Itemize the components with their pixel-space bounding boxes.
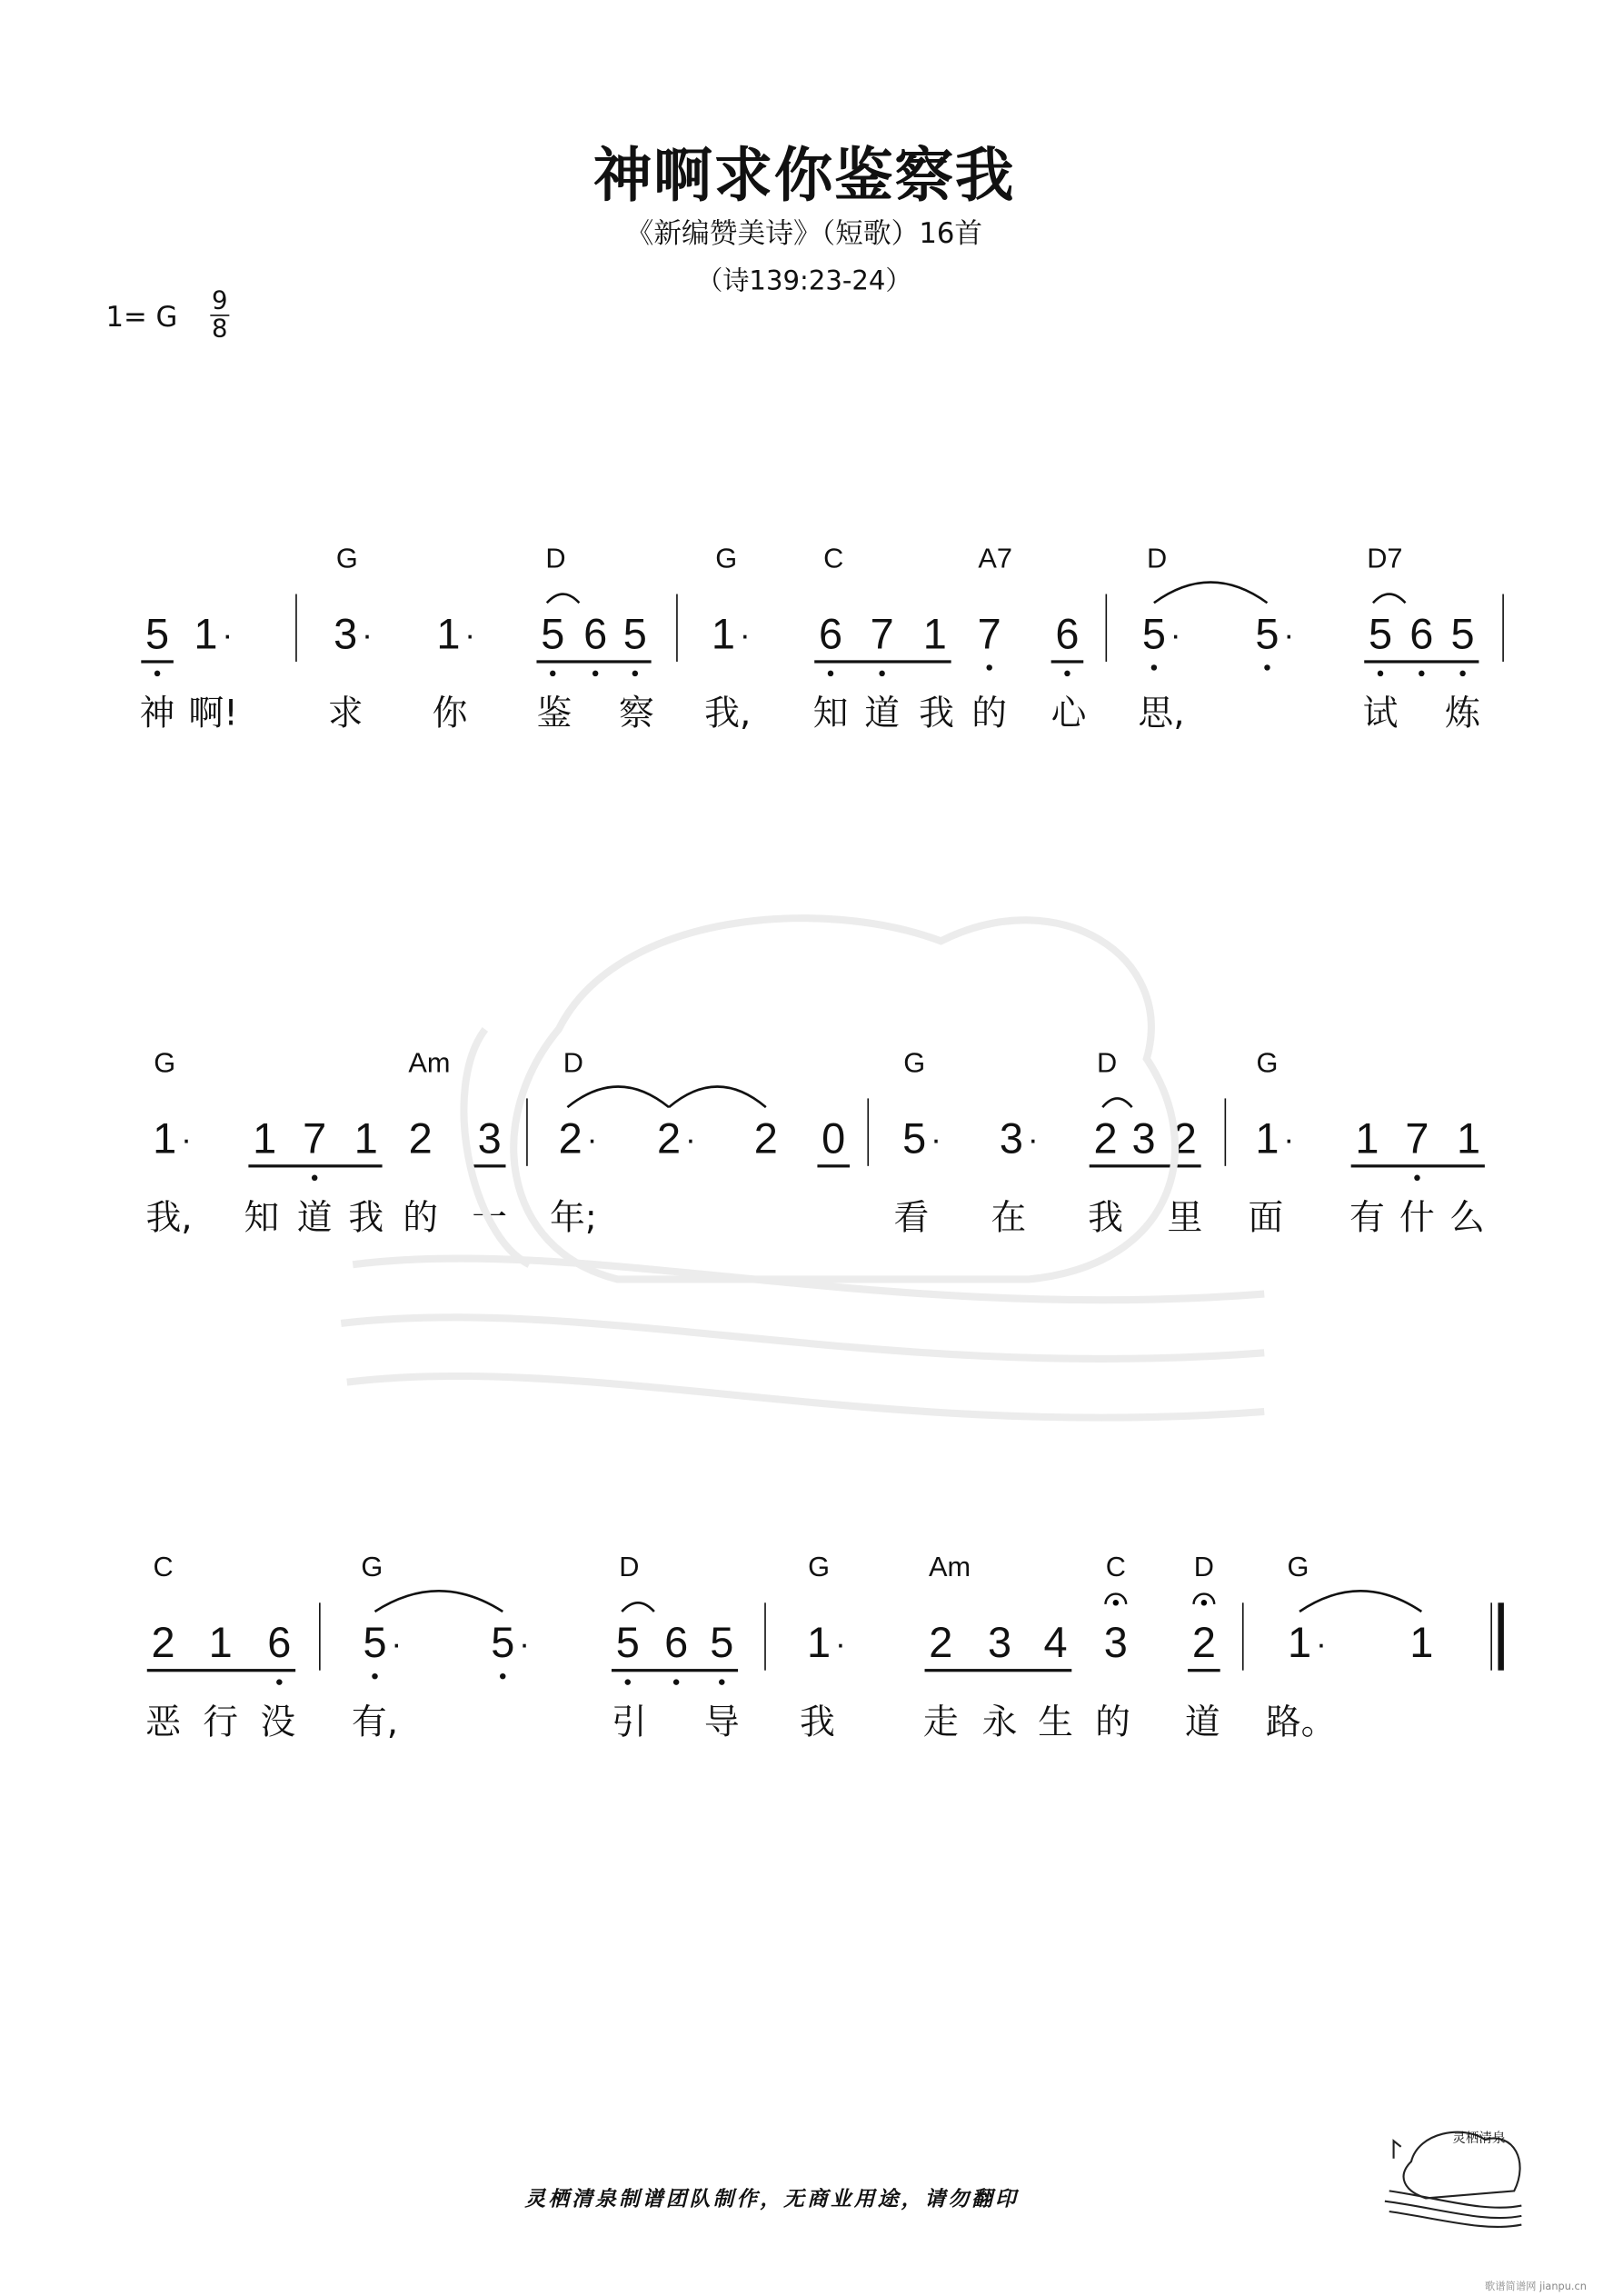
note-digit: 3	[477, 1115, 502, 1163]
chord-symbol: G	[335, 544, 358, 575]
chord-symbol: G	[361, 1552, 383, 1584]
chord-symbol: D	[1147, 544, 1168, 575]
lyric-syllable: 知	[812, 692, 849, 734]
key-signature: 1= G	[105, 301, 178, 334]
note-digit: 1	[1409, 1620, 1434, 1668]
note-digit: 7	[977, 611, 1001, 659]
note-digit: 0	[821, 1115, 846, 1163]
lyric-syllable: 我	[348, 1196, 384, 1239]
note-digit: 2	[558, 1115, 582, 1163]
note-digit: 1	[922, 611, 947, 659]
note-digit: 2	[1093, 1115, 1118, 1163]
augmentation-dot: ·	[739, 615, 751, 654]
note-digit: 1	[153, 1115, 177, 1163]
augmentation-dot: ·	[1283, 615, 1295, 654]
note-digit: 2	[929, 1620, 953, 1668]
note-digit: 5	[622, 611, 647, 659]
chord-symbol: D	[545, 544, 566, 575]
note-digit: 5	[710, 1620, 734, 1668]
lyric-syllable: 心	[1050, 692, 1087, 734]
lyric-syllable: 我,	[704, 692, 752, 734]
lyric-syllable: 道	[864, 692, 901, 734]
chord-symbol: D	[619, 1552, 640, 1584]
lyric-syllable: 道	[1184, 1701, 1220, 1742]
lyric-syllable: 么	[1449, 1196, 1485, 1239]
lyric-syllable: 道	[296, 1196, 333, 1239]
note-digit: 3	[1103, 1620, 1128, 1668]
augmentation-dot: ·	[464, 615, 476, 654]
note-digit: 5	[1368, 611, 1393, 659]
note-digit: 6	[267, 1620, 292, 1668]
lyric-syllable: 没	[260, 1701, 296, 1742]
note-digit: 3	[987, 1620, 1012, 1668]
chord-symbol: G	[715, 544, 738, 575]
lyric-syllable: 永	[981, 1701, 1018, 1742]
chord-symbol: Am	[928, 1552, 971, 1584]
chord-symbol: C	[1105, 1552, 1126, 1584]
lyric-syllable: 的	[971, 692, 1008, 734]
note-digit: 3	[1131, 1115, 1156, 1163]
augmentation-dot: ·	[519, 1624, 531, 1662]
lyric-syllable: 我	[800, 1701, 835, 1742]
note-digit: 2	[656, 1115, 682, 1163]
lyric-syllable: 有	[1349, 1196, 1385, 1239]
augmentation-dot: ·	[1283, 1120, 1295, 1158]
note-digit: 1	[253, 1115, 277, 1163]
lyric-syllable: 有,	[351, 1701, 399, 1742]
lyric-syllable: 啊!	[188, 692, 238, 734]
lyric-syllable: 你	[432, 692, 468, 734]
note-digit: 6	[664, 1620, 689, 1668]
note-digit: 5	[1450, 611, 1475, 659]
lyric-syllable: 走	[922, 1701, 959, 1742]
augmentation-dot: ·	[391, 1624, 403, 1662]
chord-symbol: G	[1287, 1552, 1309, 1584]
note-digit: 6	[583, 611, 608, 659]
lyric-syllable: 神	[139, 692, 175, 734]
note-digit: 5	[615, 1620, 640, 1668]
lyric-syllable: 在	[991, 1196, 1027, 1239]
chord-symbol: D	[1193, 1552, 1215, 1584]
lyric-syllable: 知	[244, 1196, 280, 1239]
note-digit: 2	[1191, 1620, 1216, 1668]
chord-symbol: C	[823, 544, 844, 575]
note-digit: 1	[1355, 1115, 1379, 1163]
note-digit: 5	[1255, 611, 1279, 659]
lyric-syllable: 路。	[1265, 1701, 1337, 1742]
augmentation-dot: ·	[684, 1120, 696, 1158]
note-digit: 1	[1287, 1620, 1312, 1668]
chord-symbol: G	[903, 1048, 926, 1080]
note-digit: 3	[999, 1115, 1024, 1163]
note-digit: 6	[818, 611, 843, 659]
lyric-syllable: 恶	[145, 1701, 181, 1742]
note-digit: 7	[303, 1115, 327, 1163]
note-digit: 4	[1043, 1620, 1068, 1668]
note-digit: 7	[1405, 1115, 1429, 1163]
chord-symbol: G	[808, 1552, 831, 1584]
lyric-syllable: 察	[619, 692, 654, 734]
note-digit: 5	[902, 1115, 927, 1163]
song-title: 神啊求你鉴察我	[592, 142, 1016, 211]
chord-symbol: G	[154, 1048, 176, 1080]
augmentation-dot: ·	[931, 1120, 941, 1158]
note-digit: 1	[194, 611, 218, 659]
lyric-syllable: 我	[1088, 1196, 1123, 1239]
logo-text: 灵栖清泉	[1452, 2131, 1506, 2147]
lyric-syllable: 面	[1248, 1196, 1284, 1239]
augmentation-dot: ·	[586, 1120, 598, 1158]
augmentation-dot: ·	[362, 615, 373, 654]
chord-symbol: Am	[408, 1048, 451, 1080]
note-digit: 3	[334, 611, 358, 659]
lyric-syllable: 思,	[1138, 692, 1185, 734]
lyric-syllable: 鉴	[536, 692, 573, 734]
lyric-syllable: 看	[893, 1196, 930, 1239]
augmentation-dot: ·	[181, 1120, 192, 1158]
lyric-syllable: 的	[403, 1196, 439, 1239]
chord-symbol: D7	[1367, 544, 1403, 575]
footer-credit: 灵栖清泉制谱团队制作，无商业用途，请勿翻印	[524, 2188, 1020, 2212]
chord-symbol: C	[153, 1552, 174, 1584]
lyric-syllable: 什	[1399, 1196, 1435, 1239]
note-digit: 6	[1055, 611, 1080, 659]
note-digit: 2	[408, 1115, 433, 1163]
note-digit: 1	[1255, 1115, 1279, 1163]
note-digit: 1	[807, 1620, 831, 1668]
site-watermark: 歌谱简谱网 jianpu.cn	[1484, 2281, 1587, 2292]
note-digit: 5	[145, 611, 170, 659]
note-digit: 6	[1409, 611, 1434, 659]
chord-symbol: D	[1097, 1048, 1118, 1080]
augmentation-dot: ·	[1315, 1624, 1327, 1662]
note-digit: 1	[1457, 1115, 1481, 1163]
augmentation-dot: ·	[1027, 1120, 1039, 1158]
note-digit: 2	[753, 1115, 778, 1163]
note-digit: 1	[711, 611, 735, 659]
lyric-syllable: 一	[472, 1196, 508, 1239]
note-digit: 5	[541, 611, 565, 659]
chord-symbol: G	[1256, 1048, 1279, 1080]
time-denominator: 8	[211, 314, 228, 344]
lyric-syllable: 炼	[1445, 692, 1481, 734]
lyric-syllable: 我	[919, 692, 954, 734]
lyric-syllable: 导	[703, 1701, 740, 1742]
lyric-syllable: 里	[1167, 1196, 1203, 1239]
note-digit: 5	[1141, 611, 1166, 659]
note-digit: 1	[208, 1620, 233, 1668]
note-digit: 5	[491, 1620, 515, 1668]
song-source: 《新编赞美诗》（短歌）16首	[625, 217, 983, 251]
lyric-syllable: 引	[611, 1701, 647, 1742]
note-digit: 2	[1172, 1115, 1197, 1163]
note-digit: 5	[363, 1620, 387, 1668]
augmentation-dot: ·	[222, 615, 234, 654]
lyric-syllable: 试	[1362, 692, 1399, 734]
lyric-syllable: 求	[327, 692, 363, 734]
lyric-syllable: 的	[1095, 1701, 1131, 1742]
note-digit: 1	[436, 611, 461, 659]
time-numerator: 9	[211, 286, 228, 316]
lyric-syllable: 我,	[145, 1196, 193, 1239]
augmentation-dot: ·	[1170, 615, 1181, 654]
chord-symbol: A7	[978, 544, 1012, 575]
lyric-syllable: 年;	[549, 1196, 597, 1239]
note-digit: 2	[151, 1620, 175, 1668]
augmentation-dot: ·	[834, 1624, 846, 1662]
lyric-syllable: 生	[1038, 1701, 1073, 1742]
note-digit: 1	[353, 1115, 378, 1163]
chord-symbol: D	[563, 1048, 584, 1080]
scripture-reference: （诗139:23-24）	[696, 265, 912, 297]
note-digit: 7	[870, 611, 894, 659]
lyric-syllable: 行	[203, 1701, 239, 1742]
